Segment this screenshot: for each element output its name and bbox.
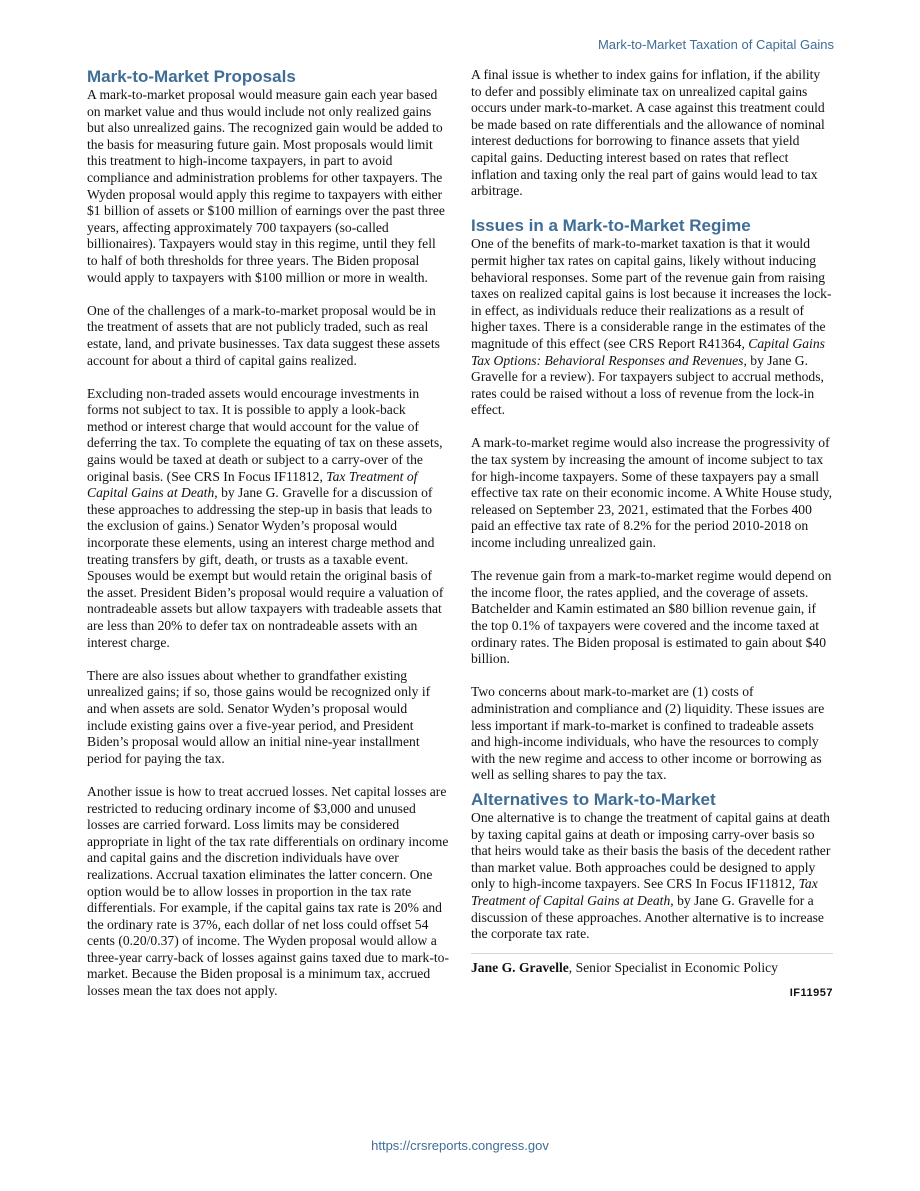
- author-title: , Senior Specialist in Economic Policy: [568, 959, 778, 975]
- paragraph: One of the challenges of a mark-to-market proposal would be in the treatment of assets that are not publicly traded, such as real estate, land, and private businesses. Tax data suggest these assets account for about a third of capital gains realized.: [87, 302, 440, 368]
- paragraph: Two concerns about mark-to-market are (1) costs of administration and compliance and (2) liquidity. These issues are less important if mark-to-market is confined to tradeable assets and high-income individuals, who have the resources to comply with the new regime and access to other income or borrowing as well as selling shares to pay the tax.: [471, 684, 825, 783]
- paragraph: There are also issues about whether to grandfather existing unrealized gains; if so, those gains would be recognized only if and when assets are sold. Senator Wyden’s proposal would include existing gains over a five-year period, and President Biden’s proposal would allow an initial nine-year installment period for paying the tax.: [87, 667, 431, 766]
- paragraph: A mark-to-market proposal would measure gain each year based on market value and thus would include not only realized gains but also unrealized gains. The recognized gain would be added to the basis for measuring future gain. Most proposals would limit this treatment to high-income taxpayers, in part to avoid compliance and administration problems for other taxpayers. The Wyden proposal would apply this regime to taxpayers with either $1 billion of assets or $100 million of earnings over the past three years, affecting approximately 700 taxpayers (so-called billionaires). Taxpayers would stay in this regime, until they fell to half of both thresholds for three years. The Biden proposal would apply to taxpayers with $100 million or more in wealth.: [87, 87, 445, 285]
- document-id: IF11957: [789, 987, 833, 1000]
- section-heading-alternatives: Alternatives to Mark-to-Market: [471, 789, 716, 809]
- footer-url-link[interactable]: https://crsreports.congress.gov: [371, 1138, 549, 1153]
- paragraph: A final issue is whether to index gains for inflation, if the ability to defer and possibly eliminate tax on unrealized capital gains occurs under mark-to-market. A case against this treatment could be made based on rate differentials and the allowance of nominal interest deductions for borrowing to finance assets that yield capital gains. Deducting interest based on rates that reflect inflation and taxing only the real part of gains would lead to tax arbitrage.: [471, 67, 825, 199]
- cited-title: Tax Treatment of Capital Gains at Death: [87, 468, 418, 501]
- section-heading-issues: Issues in a Mark-to-Market Regime: [471, 216, 751, 236]
- paragraph: The revenue gain from a mark-to-market regime would depend on the income floor, the rates applied, and the coverage of assets. Batchelder and Kamin estimated an $80 billion revenue gain, if the top 0.1% of taxpayers were covered and the income taxed at ordinary rates. The Biden proposal is estimated to gain about $40 billion.: [471, 568, 832, 667]
- section-heading-proposals: Mark-to-Market Proposals: [87, 67, 296, 86]
- paragraph: Excluding non-traded assets would encourage investments in forms not subject to tax. It is possible to apply a look-back method or interest charge that would account for the value of deferring the tax. To complete the equating of tax on these assets, gains would be taxed at death or subject to a carry-over of the original basis. (See CRS In Focus IF11812, Tax Treatment of Capital Gains at Death, by Jane G. Gravelle for a discussion of these approaches to addressing the step-up in basis that leads to the exclusion of gains.) Senator Wyden’s proposal would incorporate these elements, using an interest charge method and treating transfers by gift, death, or trusts as a taxable event. Spouses would be exempt but would retain the original basis of the asset. President Biden’s proposal would require a valuation of nontradeable assets but allow taxpayers with tradeable assets that are less than 20% to defer tax on nontradeable assets with an interest charge.: [87, 385, 444, 650]
- divider: [471, 953, 833, 954]
- cited-title: Capital Gains Tax Options: Behavioral Responses and Revenues: [471, 335, 825, 368]
- cited-title: Tax Treatment of Capital Gains at Death: [471, 876, 818, 908]
- paragraph: One alternative is to change the treatment of capital gains at death by taxing capital gains at death or imposing carry-over basis so that heirs would take as their basis the basis of the decedent rather than market value. Both approaches could be designed to apply only to high-income taxpayers. See CRS In Focus IF11812, Tax Treatment of Capital Gains at Death, by Jane G. Gravelle for a discussion of these approaches. Another alternative is to increase the corporate tax rate.: [471, 809, 831, 942]
- paragraph: A mark-to-market regime would also increase the progressivity of the tax system by increasing the amount of income subject to tax for high-income taxpayers. Some of these taxpayers pay a small effective tax rate on their economic income. A White House study, released on September 23, 2021, estimated that the Forbes 400 paid an effective tax rate of 8.2% for the period 2010-2018 on income including unrealized gain.: [471, 435, 833, 551]
- left-column: [87, 67, 449, 1016]
- paragraph: One of the benefits of mark-to-market taxation is that it would permit higher tax rates on capital gains, likely without inducing behavioral responses. Some part of the revenue gain from raising taxes on realized capital gains is lost because it increases the lock-in effect, as individuals reduce their realizations as a result of higher taxes. There is a considerable range in the estimates of the magnitude of this effect (see CRS Report R41364, Capital Gains Tax Options: Behavioral Responses and Revenues, by Jane G. Gravelle for a review). For taxpayers subject to accrual methods, rates could be raised without a loss of revenue from the lock-in effect.: [471, 236, 832, 418]
- running-header-title: Mark-to-Market Taxation of Capital Gains: [597, 37, 834, 52]
- paragraph: Another issue is how to treat accrued losses. Net capital losses are restricted to reducing ordinary income of $3,000 and unused losses are carried forward. Loss limits may be considered appropriate in light of the tax rate differentials on ordinary income and capital gains and the discretion individuals have over realizations. Accrual taxation eliminates the latter concern. One option would be to allow losses in proportion in the tax rate differentials. For example, if the capital gains tax rate is 20% and the ordinary rate is 37%, each dollar of net loss could offset 54 cents (0.20/0.37) of income. The Wyden proposal would allow a three-year carry-back of losses against gains taxed due to mark-to-market. Because the Biden proposal is a minimum tax, accrued losses mean the tax does not apply.: [87, 783, 449, 999]
- author-name: Jane G. Gravelle: [471, 959, 569, 975]
- right-column: [471, 67, 833, 1002]
- author-line: [471, 960, 833, 977]
